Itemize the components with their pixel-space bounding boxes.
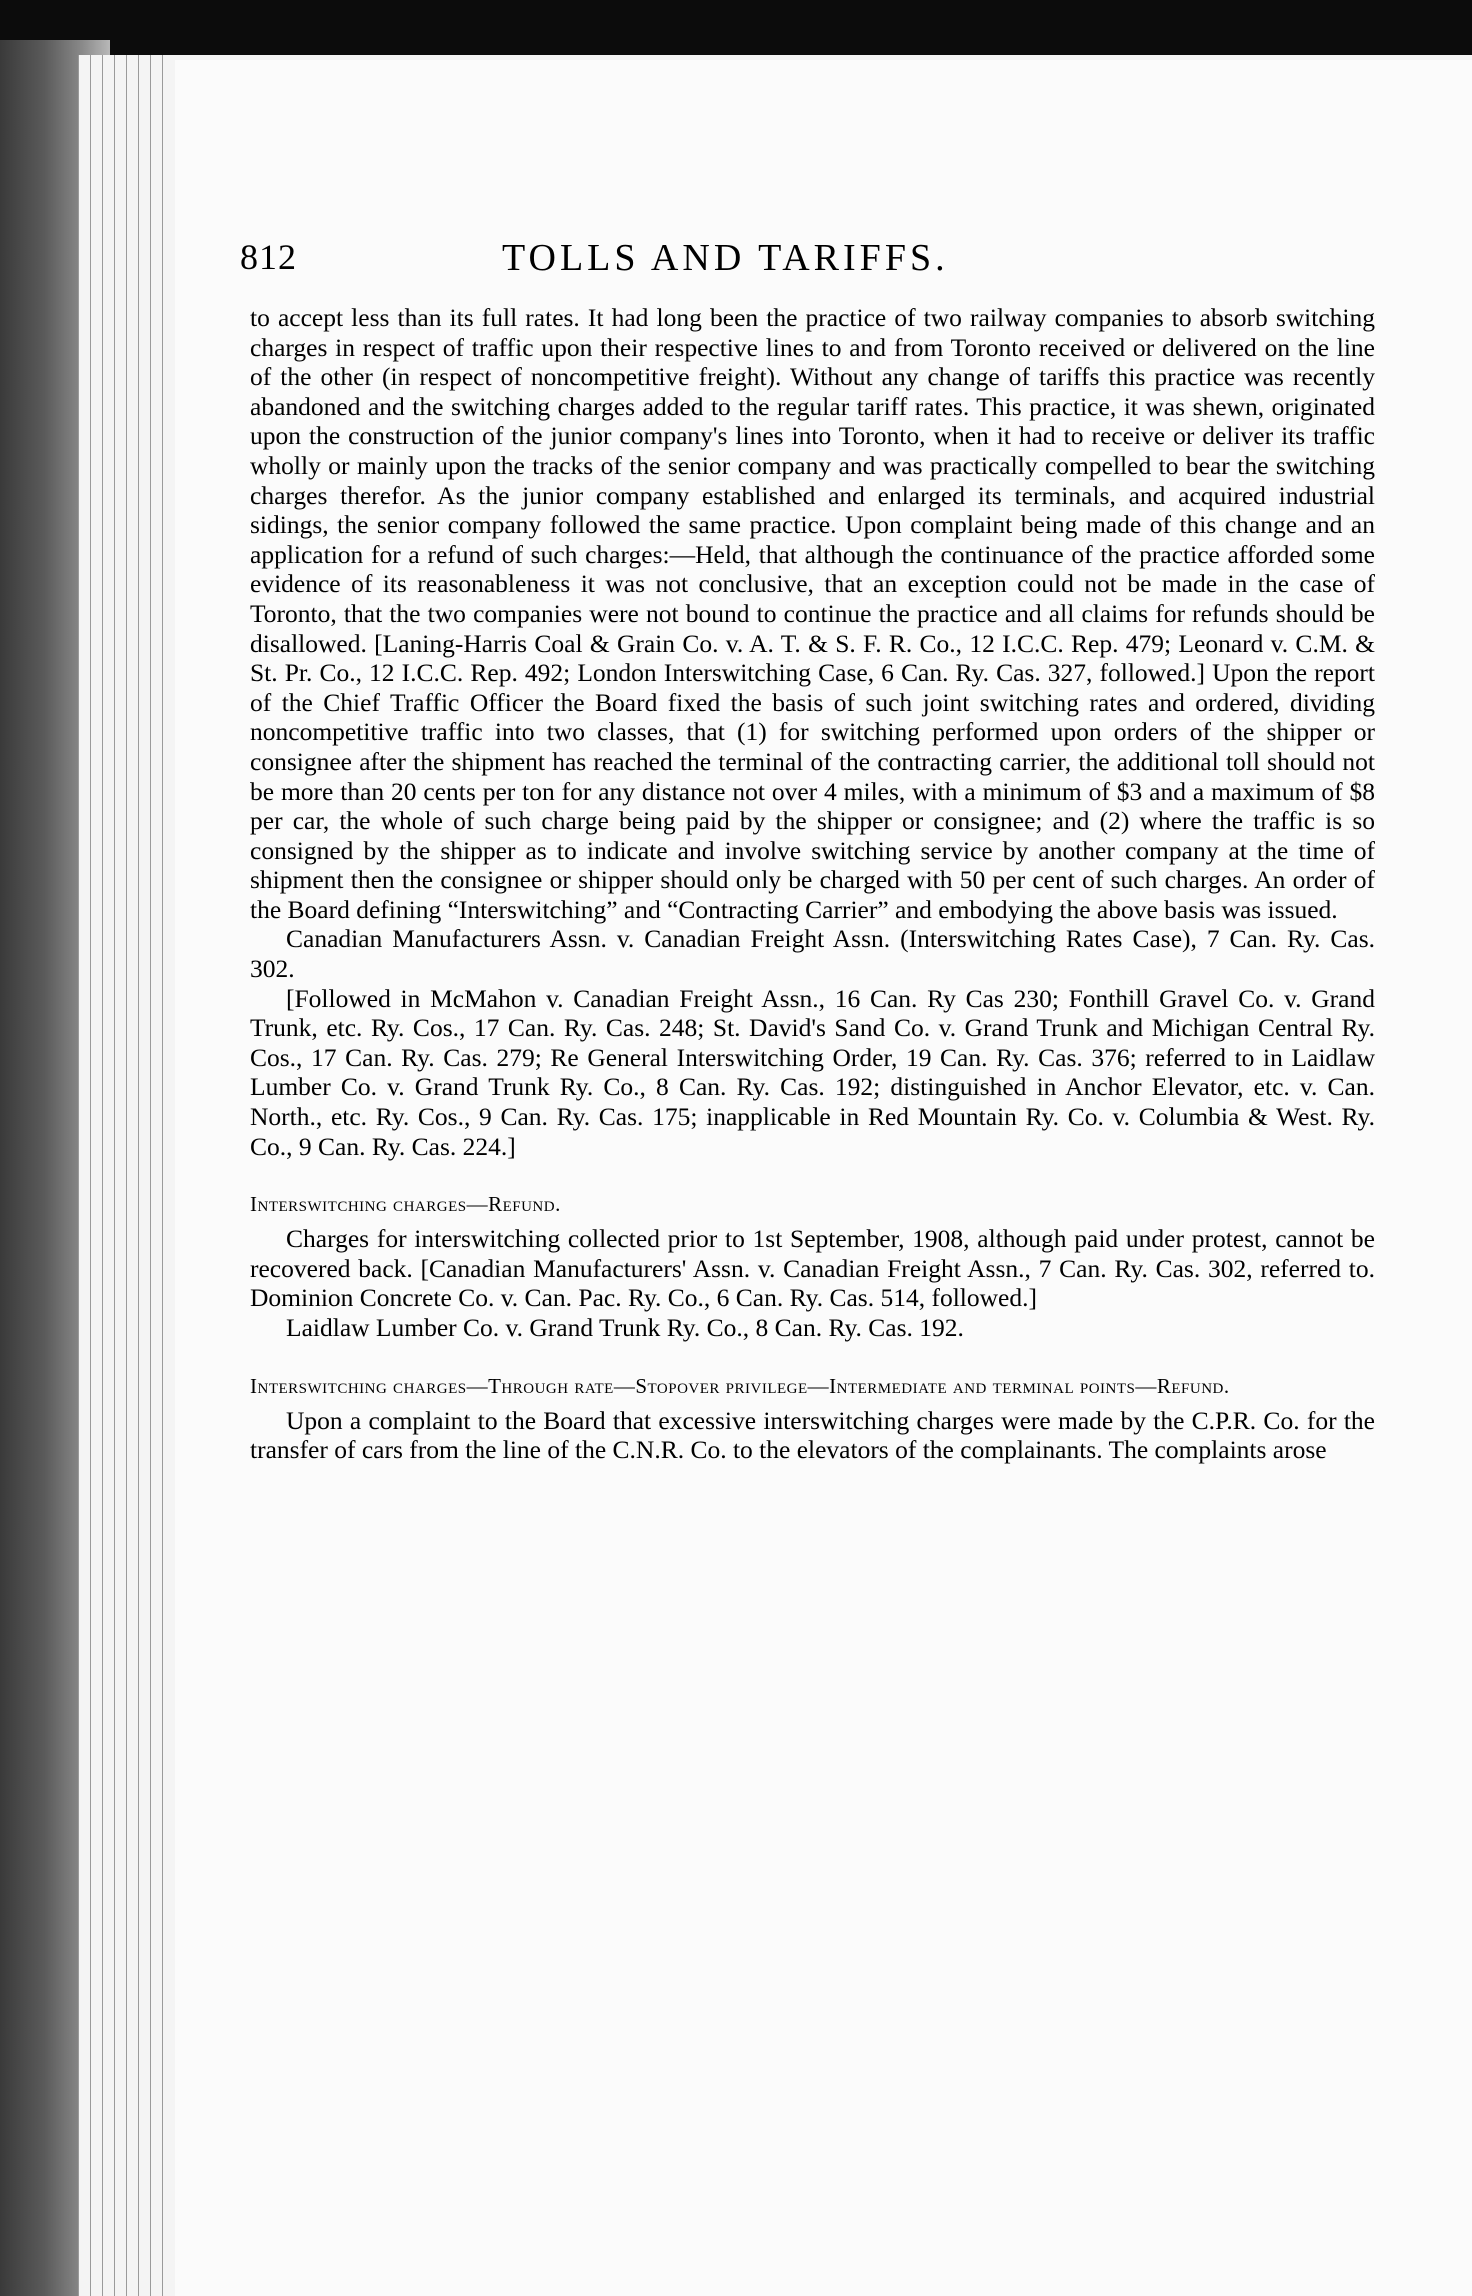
paragraph: to accept less than its full rates. It had long been the practice of two railway companies to absorb switching charges in respect of traffic upon their respective lines to and from Toronto received or delivered on the line of the other (in respect of noncompetitive freight). Without any change of tariffs this practice was recently abandoned and the switching charges added to the regular tariff rates. This practice, it was shewn, originated upon the construction of the junior company's lines into Toronto, when it had to receive or deliver its traffic wholly or mainly upon the tracks of the senior company and was practically compelled to bear the switching charges therefor. As the junior company established and enlarged its terminals, and acquired industrial sidings, the senior company followed the same practice. Upon complaint being made of this change and an application for a refund of such charges:—Held, that although the continuance of the practice afforded some evidence of its reasonableness it was not conclusive, that an exception could not be made in the case of Toronto, that the two companies were not bound to continue the practice and all claims for refunds should be disallowed. [Laning-Harris Coal & Grain Co. v. A. T. & S. F. R. Co., 12 I.C.C. Rep. 479; Leonard v. C.M. & St. Pr. Co., 12 I.C.C. Rep. 492; London Interswitching Case, 6 Can. Ry. Cas. 327, followed.] Upon the report of the Chief Traffic Officer the Board fixed the basis of such joint switching rates and ordered, dividing noncompetitive traffic into two classes, that (1) for switching performed upon orders of the shipper or consignee after the shipment has reached the terminal of the contracting carrier, the additional toll should not be more than 20 cents per ton for any distance not over 4 miles, with a minimum of $3 and a maximum of $8 per car, the whole of such charge being paid by the shipper or consignee; and (2) where the traffic is so consigned by the shipper as to indicate and involve switching service by another company at the time of shipment then the consignee or shipper should only be charged with 50 per cent of such charges. An order of the Board defining “Interswitching” and “Contracting Carrier” and embodying the above basis was issued. — [250, 303, 1375, 924]
running-head — [240, 236, 1120, 286]
section-heading: Interswitching charges—Refund. — [250, 1192, 561, 1217]
page-title: TOLLS AND TARIFFS. — [502, 237, 949, 279]
paragraph: Charges for interswitching collected prior to 1st September, 1908, although paid under protest, cannot be recovered back. [Canadian Manufacturers' Assn. v. Canadian Freight Assn., 7 Can. Ry. Cas. 302, referred to. Dominion Concrete Co. v. Can. Pac. Ry. Co., 6 Can. Ry. Cas. 514, followed.] — [250, 1224, 1375, 1313]
paragraph: Upon a complaint to the Board that excessive interswitching charges were made by the C.P.R. Co. for the transfer of cars from the line of the C.N.R. Co. to the elevators of the complainants. The complaints arose — [250, 1405, 1375, 1465]
case-citation: Canadian Manufacturers Assn. v. Canadian Freight Assn. (Interswitching Rates Case), 7 Can. Ry. Cas. 302. — [250, 924, 1375, 984]
page-number: 812 — [240, 237, 297, 277]
section-heading: Interswitching charges—Through rate—Stopover privilege—Intermediate and terminal points—Refund. — [250, 1373, 1230, 1398]
top-dark-band — [0, 0, 1472, 60]
case-citation: Laidlaw Lumber Co. v. Grand Trunk Ry. Co., 8 Can. Ry. Cas. 192. — [286, 1313, 964, 1342]
body-text — [250, 303, 1375, 1465]
paragraph: [Followed in McMahon v. Canadian Freight Assn., 16 Can. Ry Cas 230; Fonthill Gravel Co. v. Grand Trunk, etc. Ry. Cos., 17 Can. Ry. Cas. 248; St. David's Sand Co. v. Grand Trunk and Michigan Central Ry. Cos., 17 Can. Ry. Cas. 279; Re General Interswitching Order, 19 Can. Ry. Cas. 376; referred to in Laidlaw Lumber Co. v. Grand Trunk Ry. Co., 8 Can. Ry. Cas. 192; distinguished in Anchor Elevator, etc. v. Can. North., etc. Ry. Cos., 9 Can. Ry. Cas. 175; inapplicable in Red Mountain Ry. Co. v. Columbia & West. Ry. Co., 9 Can. Ry. Cas. 224.] — [250, 983, 1375, 1161]
